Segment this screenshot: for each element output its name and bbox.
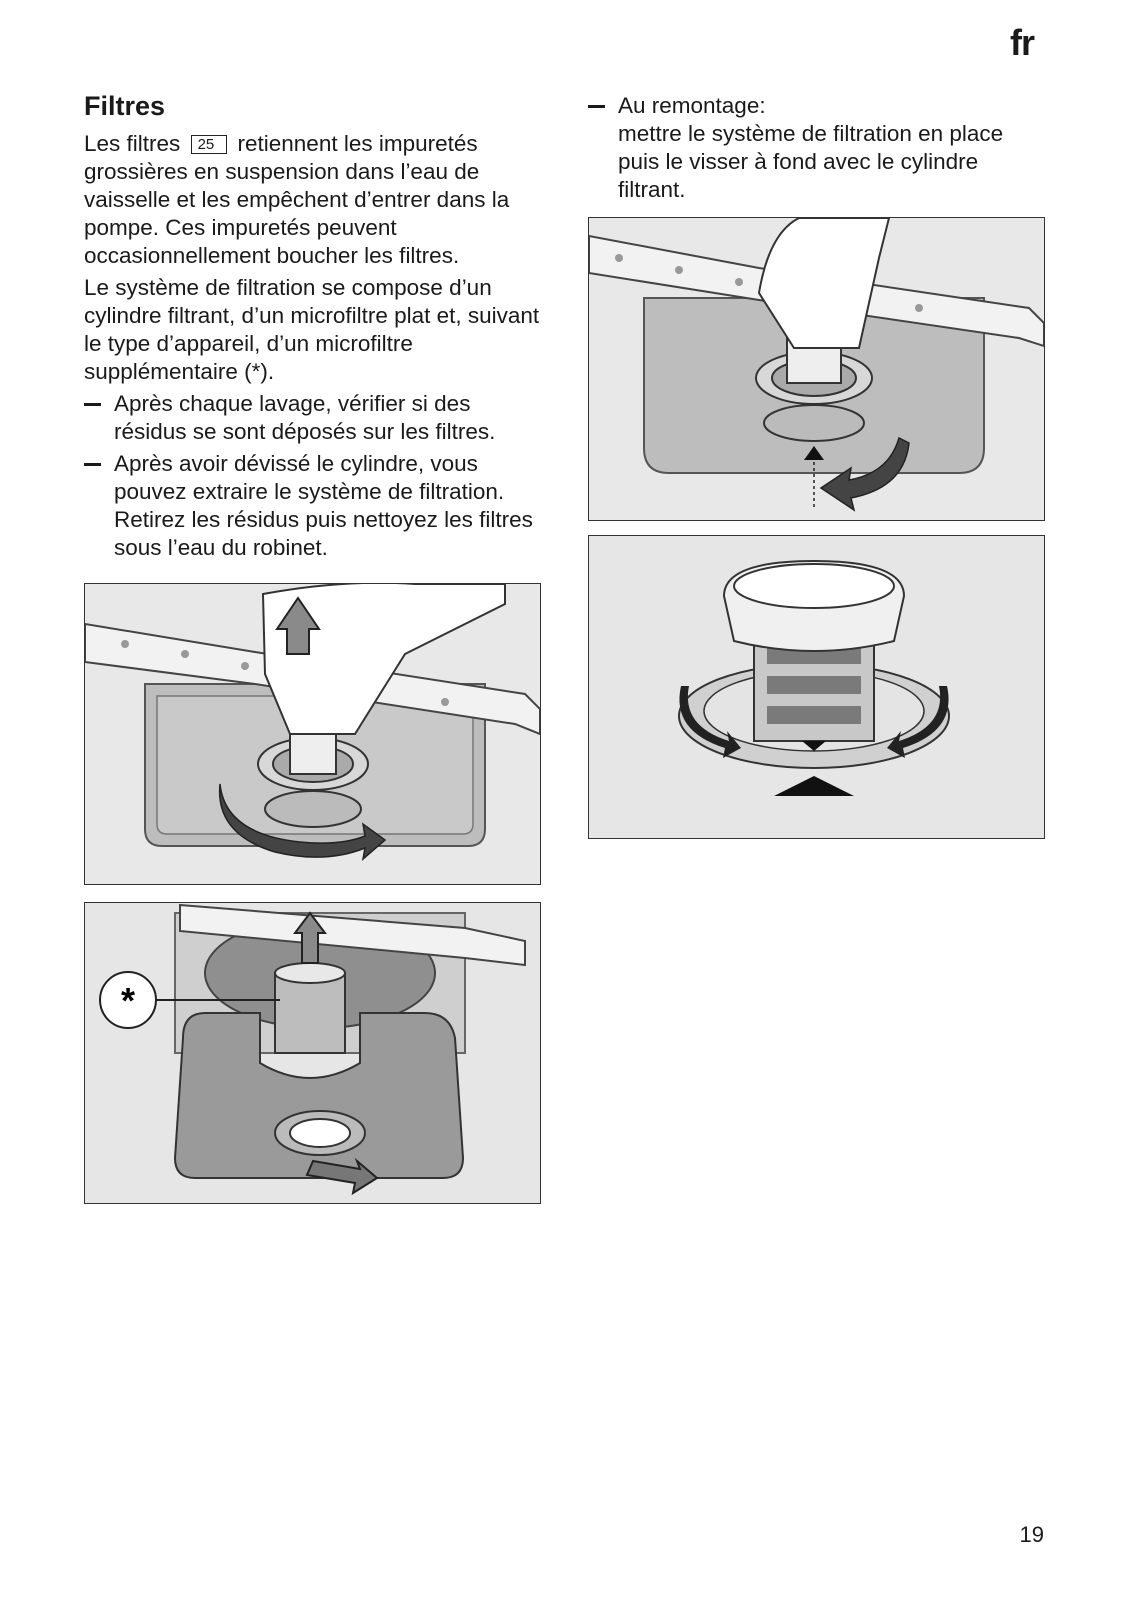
instruction-list: [84, 390, 544, 562]
asterisk-label: *: [120, 980, 136, 1021]
right-column: [588, 92, 1028, 208]
instruction-item-check: Après chaque lavage, vérifier si des résidus se sont déposés sur les filtres.: [84, 390, 544, 446]
figure-microfilter-drawing: [85, 903, 540, 1203]
left-column: [84, 88, 544, 566]
section-title: Filtres: [84, 91, 166, 121]
figure-microfilter: [84, 902, 541, 1204]
intro-text-before: Les filtres: [84, 131, 181, 156]
reassembly-head: Au remontage:: [618, 93, 766, 118]
language-tag: fr: [1010, 22, 1034, 63]
reassembly-list: [588, 92, 1028, 204]
reassembly-item: [588, 92, 1028, 204]
figure-unscrew-filter: [84, 583, 541, 885]
figure-closeup-drawing: [589, 536, 1044, 838]
intro-paragraph: [84, 130, 544, 270]
figure-reassemble-drawing: [589, 218, 1044, 520]
figure-reassemble-filter: [588, 217, 1045, 521]
figure-filter-closeup: [588, 535, 1045, 839]
system-paragraph: Le système de filtration se compose d’un cylindre filtrant, d’un microfiltre plat et, suivant le type d’appareil, d’un microfiltre supplémentaire (*).: [84, 275, 540, 384]
figure-unscrew-drawing: [85, 584, 540, 884]
intro-text-after: retiennent les impuretés grossières en suspension dans l’eau de vaisselle et les empêchent d’entrer dans la pompe. Ces impuretés peuvent occasionnellement boucher les filtres.: [84, 131, 510, 268]
part-reference-badge: 25: [191, 135, 228, 154]
instruction-item-remove: Après avoir dévissé le cylindre, vous pouvez extraire le système de filtration. Retirez les résidus puis nettoyez les filtres sous l’eau du robinet.: [84, 450, 544, 562]
reassembly-body: mettre le système de filtration en place puis le visser à fond avec le cylindre filtrant.: [618, 121, 1004, 202]
page-number: 19: [1019, 1522, 1044, 1547]
